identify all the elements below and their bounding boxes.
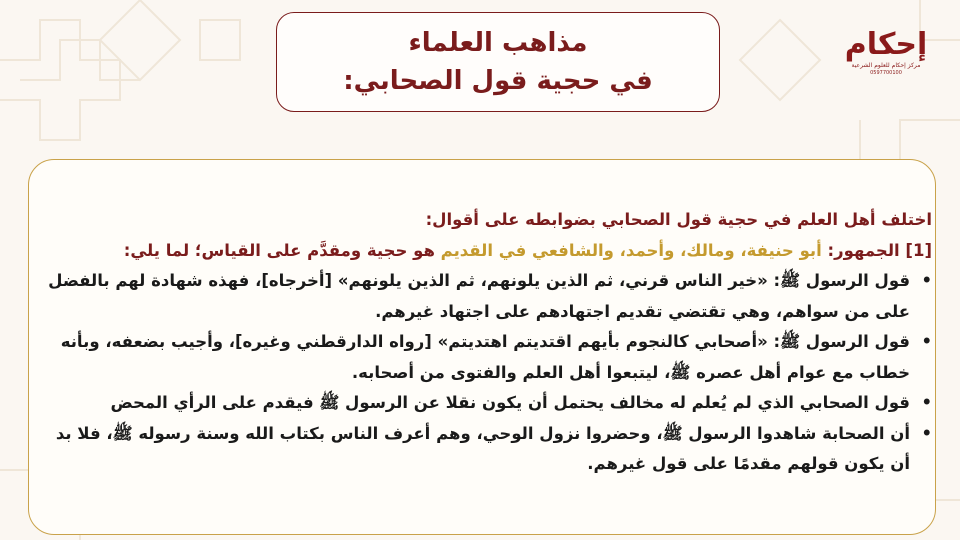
intro-heading: اختلف أهل العلم في حجية قول الصحابي بضوابطه على أقوال: [425, 210, 932, 229]
list-item: • قول الرسول ﷺ: «خير الناس قرني، ثم الذين يلونهم، ثم الذين يلونهم» [أخرجاه]، فهذه شهادة لهم بالفضل على من سواهم، وهي تقتضي تقديم اجتهادهم على اجتهاد غيرهم. [40, 266, 910, 327]
point-1-ruling: هو حجية ومقدَّم على القياس؛ لما يلي: [123, 240, 435, 260]
logo-name: إحكام [844, 27, 928, 62]
list-item: • قول الصحابي الذي لم يُعلم له مخالف يحتمل أن يكون نقلا عن الرسول ﷺ فيقدم على الرأي المحض [40, 388, 910, 419]
title-line-1: مذاهب العلماء [408, 28, 588, 58]
title-box [276, 12, 720, 112]
logo-subtitle: مركز إحكام للعلوم الشرعية [851, 62, 921, 69]
list-item: • أن الصحابة شاهدوا الرسول ﷺ، وحضروا نزول الوحي، وهم أعرف الناس بكتاب الله وسنة رسوله ﷺ، فلا بد أن يكون قولهم مقدمًا على قول غيرهم. [40, 419, 910, 480]
point-1 [40, 236, 932, 267]
point-1-names: أبو حنيفة، ومالك، وأحمد، والشافعي في القديم [440, 240, 822, 260]
logo-phone: 0597700100 [870, 70, 902, 76]
point-1-number: [1] [905, 240, 932, 260]
content-text [40, 205, 932, 480]
list-item: • قول الرسول ﷺ: «أصحابي كالنجوم بأيهم اقتديتم اهتديتم» [رواه الدارقطني وغيره]، وأجيب بضعفه، وبأنه خطاب مع عوام أهل عصره ﷺ، ليتبعوا أهل العلم والفتوى من أصحابه. [40, 327, 910, 388]
evidence-list [40, 266, 932, 480]
point-1-label: الجمهور: [827, 240, 900, 260]
logo [844, 27, 928, 98]
title-line-2: في حجية قول الصحابي: [343, 66, 653, 96]
